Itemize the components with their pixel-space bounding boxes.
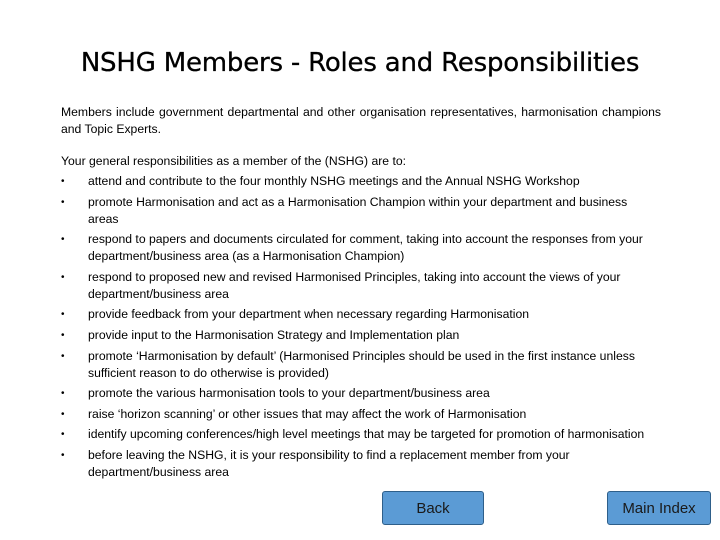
list-item bbox=[61, 269, 661, 303]
list-item bbox=[61, 406, 661, 423]
bullet-icon: • bbox=[61, 271, 65, 283]
list-item-text: attend and contribute to the four monthly NSHG meetings and the Annual NSHG Workshop bbox=[88, 174, 580, 188]
back-button[interactable]: Back bbox=[382, 491, 484, 525]
bullet-icon: • bbox=[61, 350, 65, 362]
list-item-text: promote the various harmonisation tools to your department/business area bbox=[88, 386, 490, 401]
slide-title: NSHG Members - Roles and Responsibilities bbox=[80, 48, 640, 78]
list-item bbox=[61, 348, 661, 382]
bullet-icon: • bbox=[61, 408, 65, 420]
list-item bbox=[61, 385, 661, 402]
bullet-icon: • bbox=[61, 329, 65, 341]
bullet-icon: • bbox=[61, 429, 65, 441]
bullet-icon: • bbox=[61, 449, 65, 461]
bullet-icon: • bbox=[61, 176, 65, 187]
list-item bbox=[61, 231, 661, 265]
bullet-icon: • bbox=[61, 388, 65, 400]
list-item-text: provide input to the Harmonisation Strategy and Implementation plan bbox=[88, 327, 460, 342]
list-item bbox=[61, 173, 661, 190]
list-item bbox=[61, 327, 661, 344]
main-index-button[interactable]: Main Index bbox=[607, 491, 711, 525]
list-item bbox=[61, 426, 661, 443]
list-item-text: respond to papers and documents circulated for comment, taking into account the responses from your department/business area (as a Harmonisation Champion) bbox=[88, 232, 643, 264]
list-item-text: provide feedback from your department when necessary regarding Harmonisation bbox=[88, 307, 530, 322]
list-item bbox=[61, 447, 661, 481]
responsibilities-heading: Your general responsibilities as a member of the (NSHG) are to: bbox=[61, 154, 407, 168]
bullet-icon: • bbox=[61, 196, 65, 208]
list-item-text: raise ‘horizon scanning’ or other issues that may affect the work of Harmonisation bbox=[88, 406, 527, 421]
list-item-text: promote ‘Harmonisation by default’ (Harmonised Principles should be used in the first instance unless sufficient reason to do otherwise is provided) bbox=[88, 348, 635, 380]
intro-paragraph: Members include government departmental and other organisation representatives, harmonisation champions and Topic Experts. bbox=[61, 105, 661, 136]
bullet-icon: • bbox=[61, 234, 65, 246]
list-item-text: before leaving the NSHG, it is your responsibility to find a replacement member from your department/business area bbox=[88, 447, 570, 479]
bullet-icon: • bbox=[61, 309, 65, 321]
list-item-text: identify upcoming conferences/high level meetings that may be targeted for promotion of harmonisation bbox=[88, 427, 645, 442]
list-item bbox=[61, 194, 661, 228]
list-item bbox=[61, 306, 661, 323]
list-item-text: respond to proposed new and revised Harmonised Principles, taking into account the views of your department/business area bbox=[88, 269, 621, 301]
list-item-text: promote Harmonisation and act as a Harmonisation Champion within your department and business areas bbox=[88, 194, 628, 226]
responsibilities-list bbox=[61, 173, 661, 485]
